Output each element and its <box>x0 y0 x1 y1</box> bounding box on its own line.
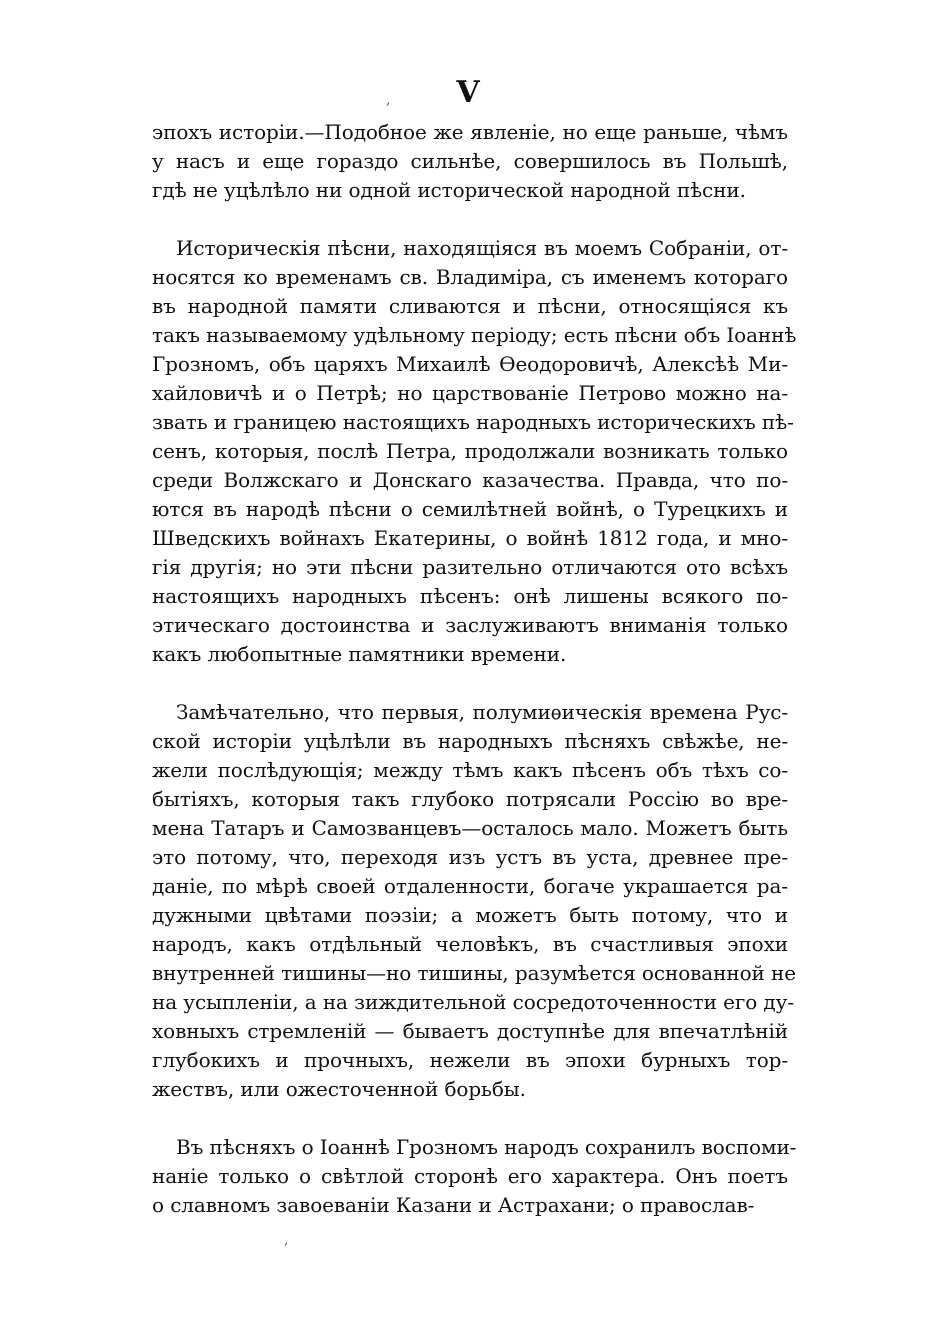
text-line: гдѣ не уцѣлѣло ни одной исторической народной пѣсни. <box>152 178 746 202</box>
text-line: звать и границею настоящихъ народныхъ историческихъ пѣ- <box>152 410 794 434</box>
text-line: этическаго достоинства и заслуживаютъ вниманія только <box>152 613 788 637</box>
text-line: даніе, по мѣрѣ своей отдаленности, богаче украшается ра- <box>152 874 788 898</box>
text-line: ховныхъ стремленій — бываетъ доступнѣе для впечатлѣній <box>152 1019 788 1043</box>
body-text <box>152 118 797 1220</box>
text-line: бытіяхъ, которыя такъ глубоко потрясали Россію во вре- <box>152 787 788 811</box>
text-line: глубокихъ и прочныхъ, нежели въ эпохи бурныхъ тор- <box>152 1048 788 1072</box>
paragraph <box>152 1133 797 1220</box>
print-speck: , <box>284 1232 289 1248</box>
print-speck: , <box>386 92 391 108</box>
text-line: сенъ, которыя, послѣ Петра, продолжали возникать только <box>152 439 788 463</box>
text-line: дужными цвѣтами поэзіи; а можетъ быть потому, что и <box>152 903 788 927</box>
text-line: жествъ, или ожесточенной борьбы. <box>152 1077 526 1101</box>
paragraph <box>152 698 796 1104</box>
text-line: народъ, какъ отдѣльный человѣкъ, въ счастливыя эпохи <box>152 932 788 956</box>
paragraph <box>152 118 788 205</box>
text-line: о славномъ завоеваніи Казани и Астрахани; о православ- <box>152 1193 755 1217</box>
text-line: на усыпленіи, а на зиждительной сосредоточенности его ду- <box>152 990 794 1014</box>
text-line: такъ называемому удѣльному періоду; есть пѣсни объ Іоаннѣ <box>152 323 797 347</box>
text-line: ской исторіи уцѣлѣли въ народныхъ пѣсняхъ свѣжѣе, не- <box>152 729 788 753</box>
text-line: мена Татаръ и Самозванцевъ—осталось мало. Можетъ быть <box>152 816 788 840</box>
text-line: хайловичѣ и о Петрѣ; но царствованіе Петрово можно на- <box>152 381 788 405</box>
text-line: Шведскихъ войнахъ Екатерины, о войнѣ 1812 года, и мно- <box>152 526 788 550</box>
paragraph <box>152 234 797 669</box>
text-line: Грозномъ, объ царяхъ Михаилѣ Ѳеодоровичѣ, Алексѣѣ Ми- <box>152 352 788 376</box>
text-line: Въ пѣсняхъ о Іоаннѣ Грозномъ народъ сохранилъ воспоми- <box>176 1135 797 1159</box>
text-line: эпохъ исторіи.—Подобное же явленіе, но еще раньше, чѣмъ <box>152 120 788 144</box>
text-line: ются въ народѣ пѣсни о семилѣтней войнѣ, о Турецкихъ и <box>152 497 788 521</box>
text-line: наніе только о свѣтлой сторонѣ его характера. Онъ поетъ <box>152 1164 788 1188</box>
page-number: V <box>456 75 480 110</box>
text-line: настоящихъ народныхъ пѣсенъ: онѣ лишены всякого по- <box>152 584 788 608</box>
text-line: Замѣчательно, что первыя, полумиѳическія времена Рус- <box>176 700 788 724</box>
text-line: какъ любопытные памятники времени. <box>152 642 567 666</box>
text-line: внутренней тишины—но тишины, разумѣется основанной не <box>152 961 796 985</box>
text-line: въ народной памяти сливаются и пѣсни, относящіяся къ <box>152 294 788 318</box>
text-line: это потому, что, переходя изъ устъ въ уста, древнее пре- <box>152 845 788 869</box>
text-line: гія другія; но эти пѣсни разительно отличаются ото всѣхъ <box>152 555 788 579</box>
text-line: жели послѣдующія; между тѣмъ какъ пѣсенъ объ тѣхъ со- <box>152 758 788 782</box>
text-line: Историческія пѣсни, находящіяся въ моемъ Собраніи, от- <box>176 236 788 260</box>
text-line: носятся ко временамъ св. Владиміра, съ именемъ котораго <box>152 265 788 289</box>
text-line: у насъ и еще гораздо сильнѣе, совершилось въ Польшѣ, <box>152 149 788 173</box>
text-line: среди Волжскаго и Донскаго казачества. Правда, что по- <box>152 468 788 492</box>
